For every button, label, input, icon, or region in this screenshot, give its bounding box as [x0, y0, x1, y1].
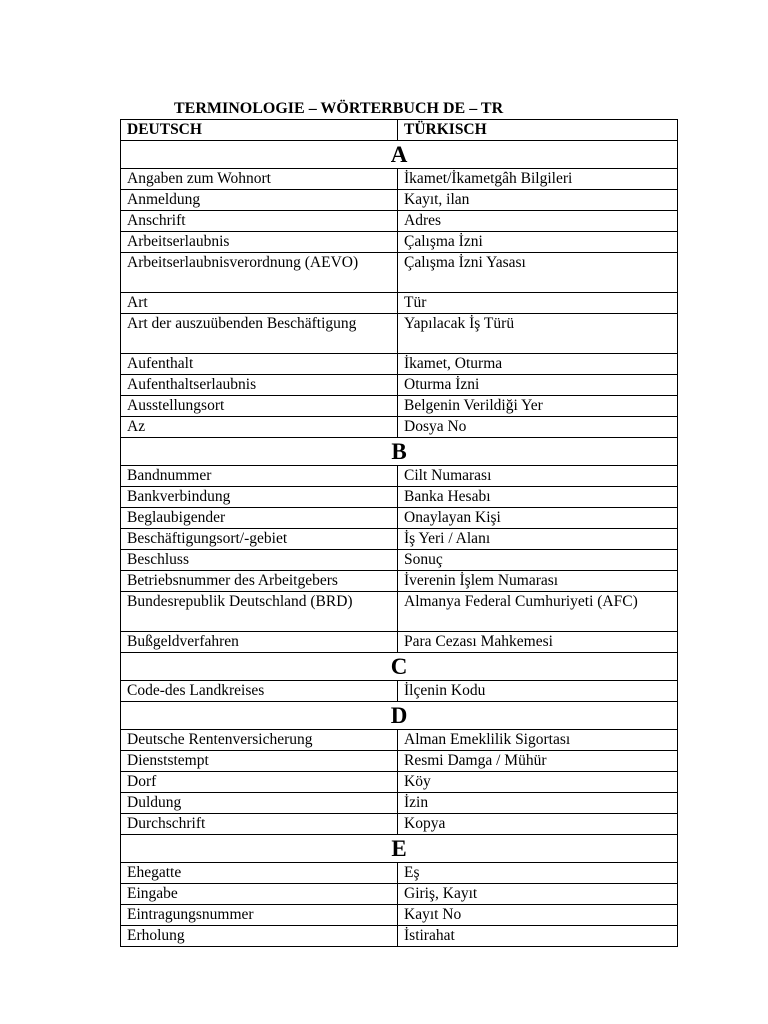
term-deutsch: Ausstellungsort	[121, 396, 398, 417]
term-deutsch: Beschäftigungsort/-gebiet	[121, 529, 398, 550]
section-letter-row	[121, 653, 678, 681]
term-deutsch: Deutsche Rentenversicherung	[121, 730, 398, 751]
term-turkisch: Kayıt No	[398, 905, 678, 926]
table-row	[121, 417, 678, 438]
table-row	[121, 571, 678, 592]
table-row	[121, 354, 678, 375]
term-turkisch: Tür	[398, 293, 678, 314]
section-letter: A	[121, 141, 678, 169]
section-letter: C	[121, 653, 678, 681]
table-row	[121, 169, 678, 190]
term-turkisch: İstirahat	[398, 926, 678, 947]
term-turkisch: İlçenin Kodu	[398, 681, 678, 702]
section-letter: E	[121, 835, 678, 863]
table-row	[121, 487, 678, 508]
term-turkisch: Alman Emeklilik Sigortası	[398, 730, 678, 751]
term-turkisch: İzin	[398, 793, 678, 814]
term-deutsch: Bundesrepublik Deutschland (BRD)	[121, 592, 398, 632]
table-row	[121, 814, 678, 835]
section-letter: B	[121, 438, 678, 466]
term-turkisch: Dosya No	[398, 417, 678, 438]
table-row	[121, 211, 678, 232]
term-deutsch: Dienststempt	[121, 751, 398, 772]
term-deutsch: Bandnummer	[121, 466, 398, 487]
table-row	[121, 884, 678, 905]
table-row	[121, 466, 678, 487]
table-row	[121, 751, 678, 772]
table-row	[121, 550, 678, 571]
dictionary-table	[120, 119, 678, 947]
table-row	[121, 314, 678, 354]
term-deutsch: Bankverbindung	[121, 487, 398, 508]
table-row	[121, 863, 678, 884]
table-row	[121, 772, 678, 793]
table-row	[121, 253, 678, 293]
section-letter-row	[121, 702, 678, 730]
term-turkisch: Onaylayan Kişi	[398, 508, 678, 529]
term-turkisch: Oturma İzni	[398, 375, 678, 396]
term-deutsch: Angaben zum Wohnort	[121, 169, 398, 190]
term-turkisch: Adres	[398, 211, 678, 232]
term-deutsch: Art	[121, 293, 398, 314]
table-row	[121, 592, 678, 632]
section-letter-row	[121, 141, 678, 169]
table-row	[121, 396, 678, 417]
table-row	[121, 926, 678, 947]
term-turkisch: İverenin İşlem Numarası	[398, 571, 678, 592]
term-deutsch: Eintragungsnummer	[121, 905, 398, 926]
table-row	[121, 730, 678, 751]
term-deutsch: Aufenthalt	[121, 354, 398, 375]
dictionary-table-wrapper	[120, 119, 677, 947]
dictionary-body	[121, 141, 678, 947]
term-deutsch: Beschluss	[121, 550, 398, 571]
term-deutsch: Dorf	[121, 772, 398, 793]
term-deutsch: Aufenthaltserlaubnis	[121, 375, 398, 396]
section-letter: D	[121, 702, 678, 730]
table-row	[121, 190, 678, 211]
term-turkisch: Belgenin Verildiği Yer	[398, 396, 678, 417]
term-turkisch: Para Cezası Mahkemesi	[398, 632, 678, 653]
table-row	[121, 232, 678, 253]
term-turkisch: Yapılacak İş Türü	[398, 314, 678, 354]
term-deutsch: Anschrift	[121, 211, 398, 232]
term-turkisch: İkamet, Oturma	[398, 354, 678, 375]
term-deutsch: Durchschrift	[121, 814, 398, 835]
term-deutsch: Betriebsnummer des Arbeitgebers	[121, 571, 398, 592]
term-deutsch: Anmeldung	[121, 190, 398, 211]
term-turkisch: Köy	[398, 772, 678, 793]
term-turkisch: İş Yeri / Alanı	[398, 529, 678, 550]
term-turkisch: Banka Hesabı	[398, 487, 678, 508]
term-turkisch: Çalışma İzni	[398, 232, 678, 253]
table-row	[121, 293, 678, 314]
section-letter-row	[121, 835, 678, 863]
table-row	[121, 905, 678, 926]
section-letter-row	[121, 438, 678, 466]
term-deutsch: Beglaubigender	[121, 508, 398, 529]
term-turkisch: Kopya	[398, 814, 678, 835]
term-turkisch: Resmi Damga / Mühür	[398, 751, 678, 772]
table-row	[121, 529, 678, 550]
term-deutsch: Arbeitserlaubnis	[121, 232, 398, 253]
header-deutsch: DEUTSCH	[121, 120, 398, 141]
header-row	[121, 120, 678, 141]
term-turkisch: İkamet/İkametgâh Bilgileri	[398, 169, 678, 190]
term-turkisch: Sonuç	[398, 550, 678, 571]
term-deutsch: Art der auszuübenden Beschäftigung	[121, 314, 398, 354]
term-deutsch: Arbeitserlaubnisverordnung (AEVO)	[121, 253, 398, 293]
table-row	[121, 681, 678, 702]
term-deutsch: Az	[121, 417, 398, 438]
table-row	[121, 632, 678, 653]
term-turkisch: Eş	[398, 863, 678, 884]
header-turkisch: TÜRKISCH	[398, 120, 678, 141]
term-deutsch: Eingabe	[121, 884, 398, 905]
term-deutsch: Bußgeldverfahren	[121, 632, 398, 653]
term-turkisch: Kayıt, ilan	[398, 190, 678, 211]
term-deutsch: Erholung	[121, 926, 398, 947]
document-title: TERMINOLOGIE – WÖRTERBUCH DE – TR	[174, 100, 504, 117]
term-turkisch: Cilt Numarası	[398, 466, 678, 487]
table-row	[121, 375, 678, 396]
term-turkisch: Almanya Federal Cumhuriyeti (AFC)	[398, 592, 678, 632]
term-turkisch: Giriş, Kayıt	[398, 884, 678, 905]
term-deutsch: Duldung	[121, 793, 398, 814]
term-deutsch: Ehegatte	[121, 863, 398, 884]
term-turkisch: Çalışma İzni Yasası	[398, 253, 678, 293]
table-row	[121, 793, 678, 814]
term-deutsch: Code-des Landkreises	[121, 681, 398, 702]
table-row	[121, 508, 678, 529]
